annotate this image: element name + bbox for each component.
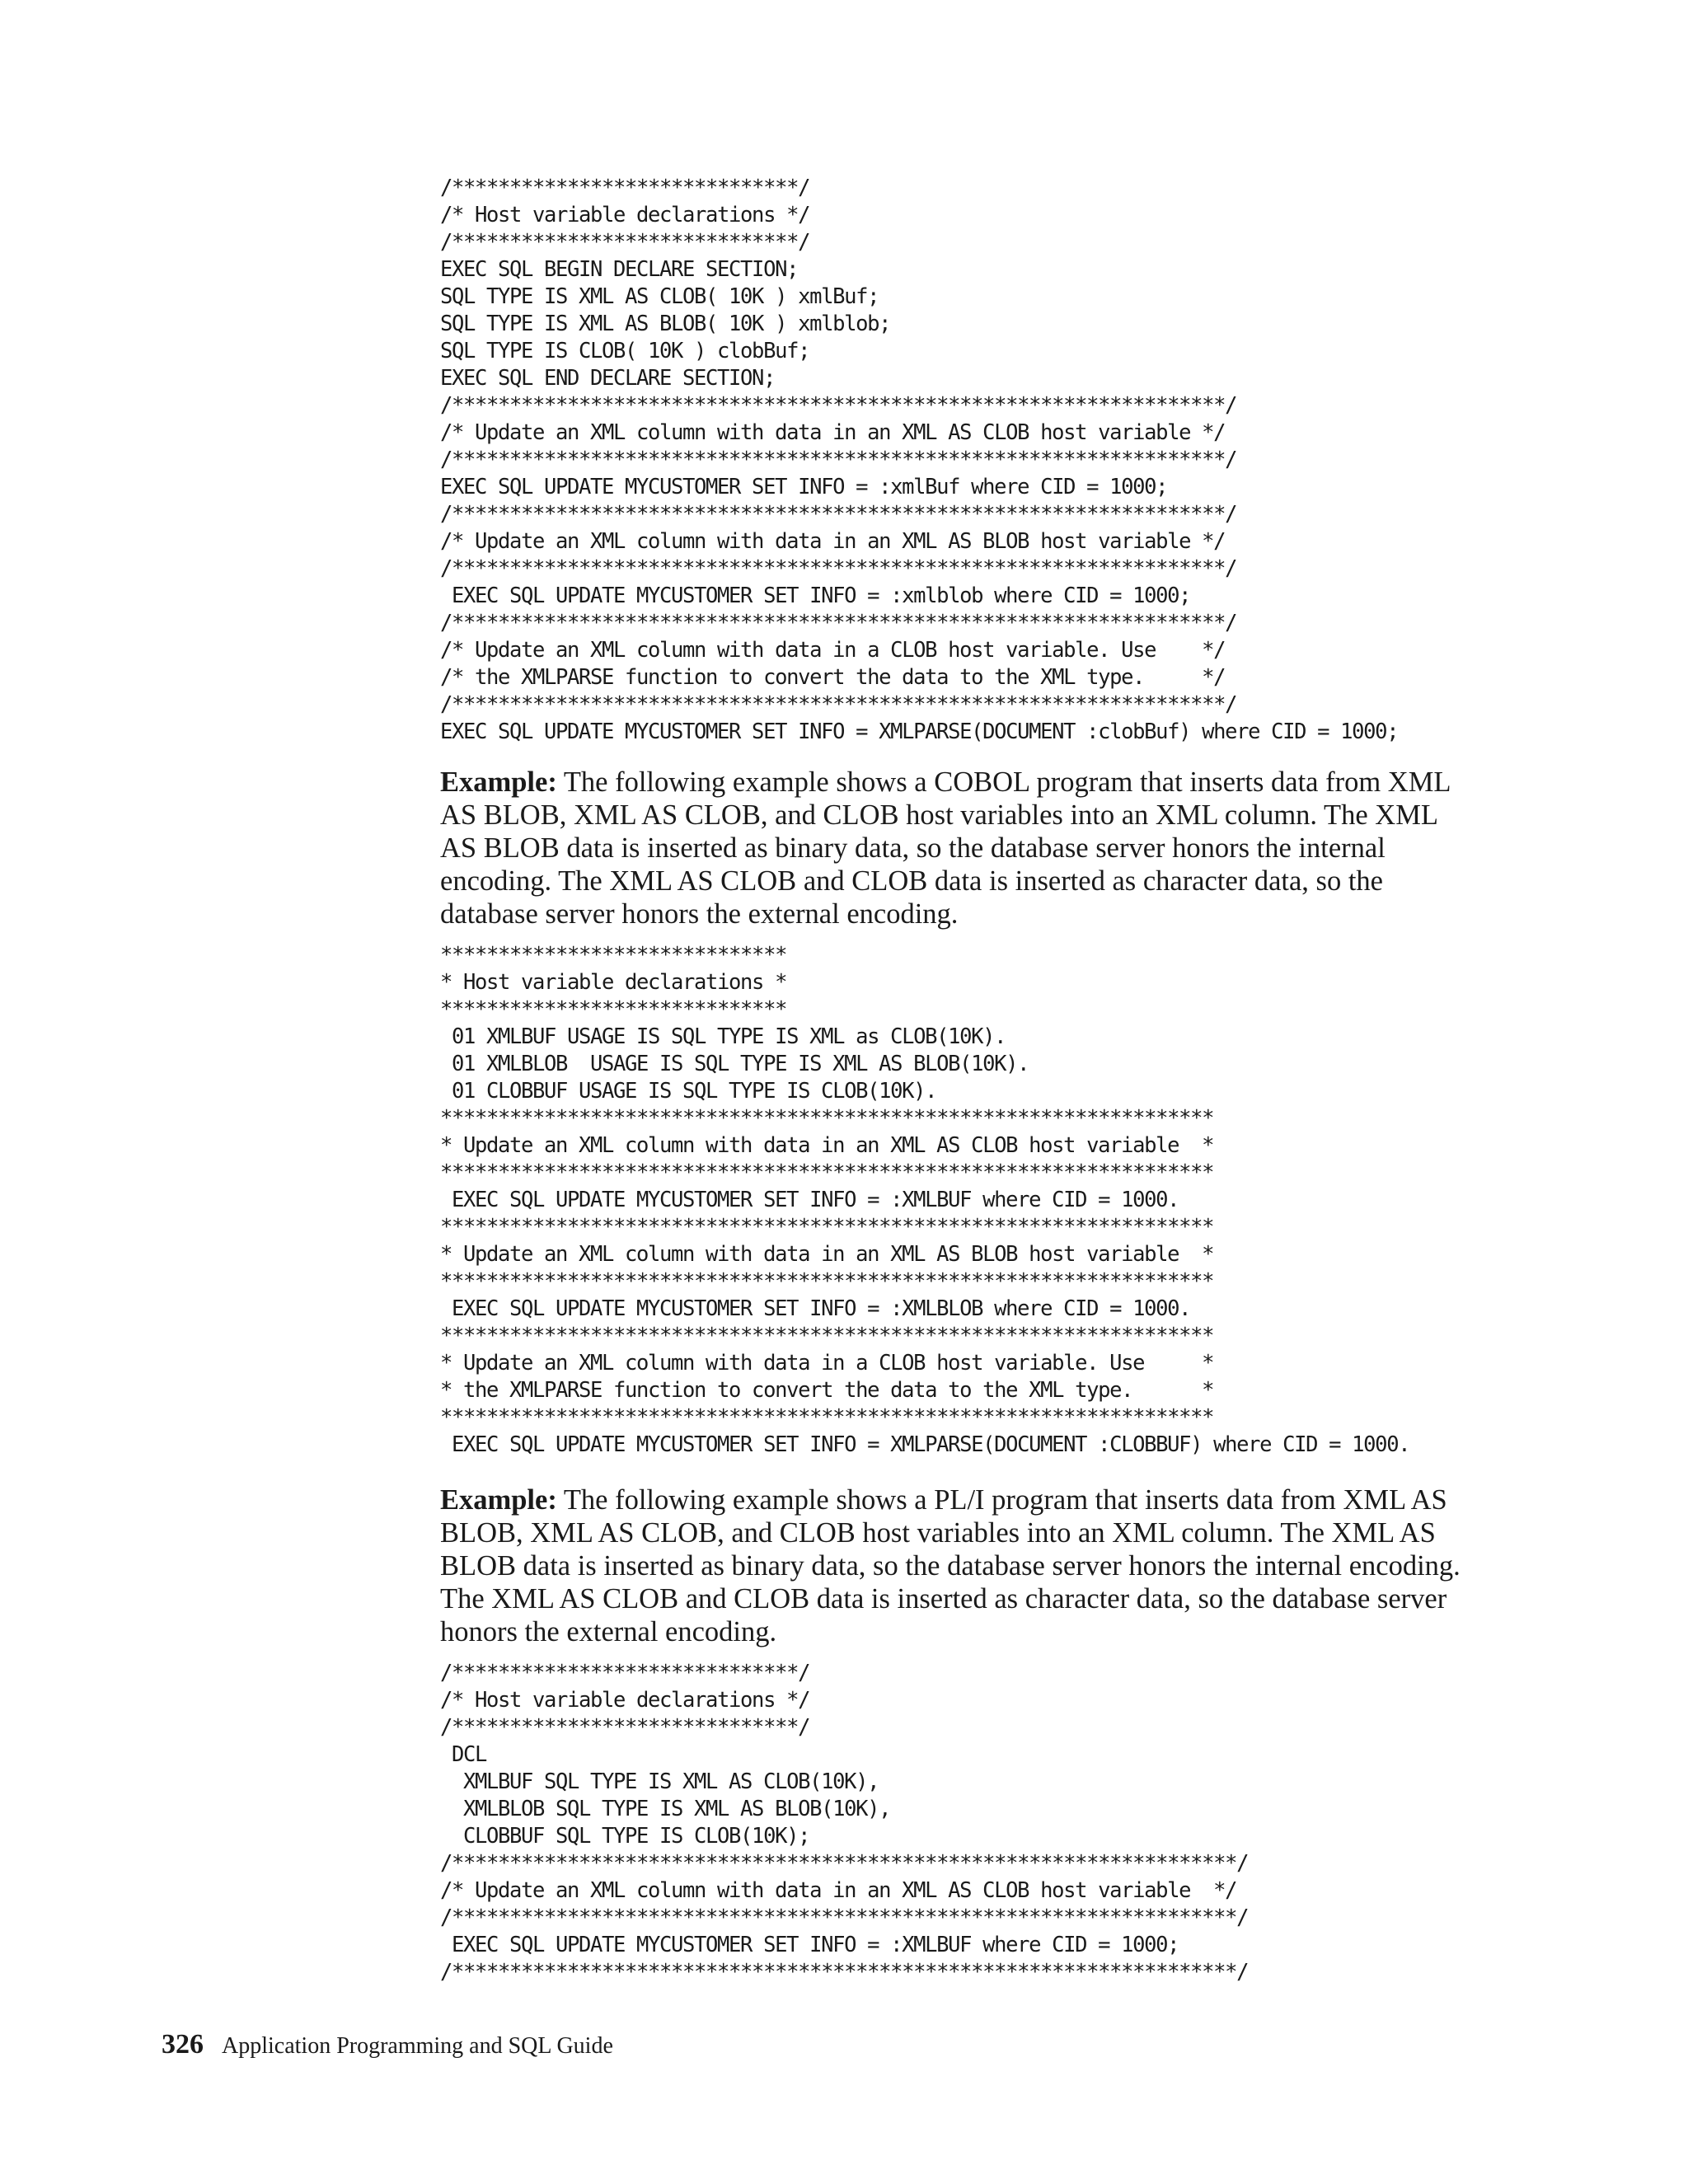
example-text: The following example shows a COBOL program that inserts data from XML AS BLOB, XML AS CLOB, and CLOB host variables into an XML column. The XML AS BLOB data is inserted as binary data, so the database server honors the internal encoding. The XML AS CLOB and CLOB data is inserted as character data, so the database server honors the external encoding. [440,766,1451,930]
page-footer [162,2029,613,2060]
example-text: The following example shows a PL/I program that inserts data from XML AS BLOB, XML AS CLOB, and CLOB host variables into an XML column. The XML AS BLOB data is inserted as binary data, so the database server honors the internal encoding. The XML AS CLOB and CLOB data is inserted as character data, so the database server honors the external encoding. [440,1484,1461,1647]
example-label: Example: [440,1484,557,1516]
pli-example-description [440,1483,1462,1648]
pli-code-example: /******************************/ /* Host variable declarations */ /******************************/ DCL XMLBUF SQL TYPE IS XML AS CLOB(10K), XMLBLOB SQL TYPE IS XML AS BLOB(10K), CLOBBUF SQL TYPE IS CLOB(10K); /********************************************************************/ /* Update an XML column with data in an XML AS CLOB host variable */ /********************************************************************/ EXEC SQL UPDATE MYCUSTOMER SET INFO = :XMLBUF where CID = 1000; /********************************************************************/ [440,1661,1249,1985]
c-code-example: /******************************/ /* Host variable declarations */ /******************************/ EXEC SQL BEGIN DECLARE SECTION; SQL TYPE IS XML AS CLOB( 10K ) xmlBuf; SQL TYPE IS XML AS BLOB( 10K ) xmlblob; SQL TYPE IS CLOB( 10K ) clobBuf; EXEC SQL END DECLARE SECTION; /*******************************************************************/ /* Update an XML column with data in an XML AS CLOB host variable */ /*******************************************************************/ EXEC SQL UPDATE MYCUSTOMER SET INFO = :xmlBuf where CID = 1000; /*******************************************************************/ /* Update an XML column with data in an XML AS BLOB host variable */ /*******************************************************************/ EXEC SQL UPDATE MYCUSTOMER SET INFO = :xmlblob where CID = 1000; /*******************************************************************/ /* Update an XML column with data in a CLOB host variable. Use */ /* the XMLPARSE function to convert the data to the XML type. */ /*******************************************************************/ EXEC SQL UPDATE MYCUSTOMER SET INFO = XMLPARSE(DOCUMENT :clobBuf) where CID = 1000; [440,176,1399,744]
page-content [440,175,1512,1986]
cobol-code-example: ****************************** * Host variable declarations * ****************************** 01 XMLBUF USAGE IS SQL TYPE IS XML as CLOB(10K). 01 XMLBLOB USAGE IS SQL TYPE IS XML AS BLOB(10K). 01 CLOBBUF USAGE IS SQL TYPE IS CLOB(10K). ******************************************************************* * Update an XML column with data in an XML AS CLOB host variable * ******************************************************************* EXEC SQL UPDATE MYCUSTOMER SET INFO = :XMLBUF where CID = 1000. ******************************************************************* * Update an XML column with data in an XML AS BLOB host variable * ******************************************************************* EXEC SQL UPDATE MYCUSTOMER SET INFO = :XMLBLOB where CID = 1000. ******************************************************************* * Update an XML column with data in a CLOB host variable. Use * * the XMLPARSE function to convert the data to the XML type. * ******************************************************************* EXEC SQL UPDATE MYCUSTOMER SET INFO = XMLPARSE(DOCUMENT :CLOBBUF) where CID = 1000. [440,943,1410,1457]
cobol-example-description [440,766,1462,930]
book-title: Application Programming and SQL Guide [222,2033,613,2059]
example-label: Example: [440,766,557,798]
page-number: 326 [162,2029,204,2060]
